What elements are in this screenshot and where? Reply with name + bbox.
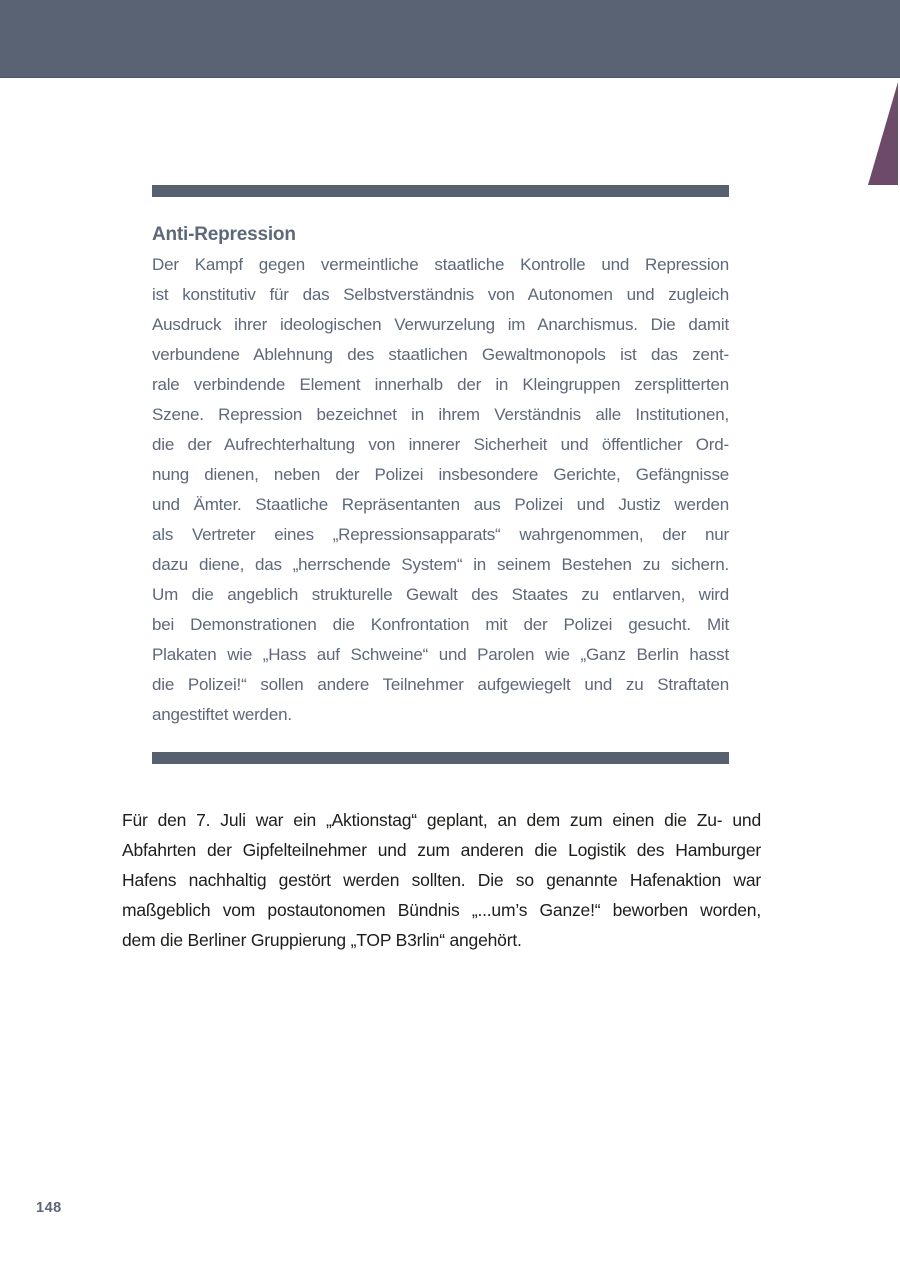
text-line: Szene. Repression bezeichnet in ihrem Verständnis alle Institutionen, (152, 405, 729, 424)
text-line: dem die Berliner Gruppierung „TOP B3rlin“ angehört. (122, 930, 522, 950)
body-paragraph (122, 805, 761, 955)
text-line: und Ämter. Staatliche Repräsentanten aus Polizei und Justiz werden (152, 495, 729, 514)
info-box-body (152, 250, 729, 730)
text-line: Abfahrten der Gipfelteilnehmer und zum anderen die Logistik des Hamburger (122, 840, 761, 860)
text-line: die Polizei!“ sollen andere Teilnehmer aufgewiegelt und zu Straftaten (152, 675, 729, 694)
text-line: als Vertreter eines „Repressionsapparats“ wahrgenommen, der nur (152, 525, 729, 544)
text-line: Plakaten wie „Hass auf Schweine“ und Parolen wie „Ganz Berlin hasst (152, 645, 729, 664)
text-line: angestiftet werden. (152, 705, 292, 724)
text-line: Der Kampf gegen vermeintliche staatliche Kontrolle und Repression (152, 255, 729, 274)
text-line: Ausdruck ihrer ideologischen Verwurzelung im Anarchismus. Die damit (152, 315, 729, 334)
text-line: rale verbindende Element innerhalb der in Kleingruppen zersplitterten (152, 375, 729, 394)
info-box-bottom-rule (152, 752, 729, 764)
corner-accent-wedge (868, 82, 898, 185)
info-box-top-rule (152, 185, 729, 197)
text-line: ist konstitutiv für das Selbstverständnis von Autonomen und zugleich (152, 285, 729, 304)
text-line: nung dienen, neben der Polizei insbesondere Gerichte, Gefängnisse (152, 465, 729, 484)
text-line: die der Aufrechterhaltung von innerer Sicherheit und öffentlicher Ord- (152, 435, 729, 454)
header-band (0, 0, 900, 78)
text-line: dazu diene, das „herrschende System“ in seinem Bestehen zu sichern. (152, 555, 729, 574)
text-line: Hafens nachhaltig gestört werden sollten. Die so genannte Hafenaktion war (122, 870, 761, 890)
info-box-title: Anti-Repression (152, 224, 296, 245)
text-line: bei Demonstrationen die Konfrontation mit der Polizei gesucht. Mit (152, 615, 729, 634)
text-line: Um die angeblich strukturelle Gewalt des Staates zu entlarven, wird (152, 585, 729, 604)
page-number: 148 (36, 1200, 62, 1216)
text-line: Für den 7. Juli war ein „Aktionstag“ geplant, an dem zum einen die Zu- und (122, 810, 761, 830)
text-line: verbundene Ablehnung des staatlichen Gewaltmonopols ist das zent- (152, 345, 729, 364)
text-line: maßgeblich vom postautonomen Bündnis „...um’s Ganze!“ beworben worden, (122, 900, 761, 920)
